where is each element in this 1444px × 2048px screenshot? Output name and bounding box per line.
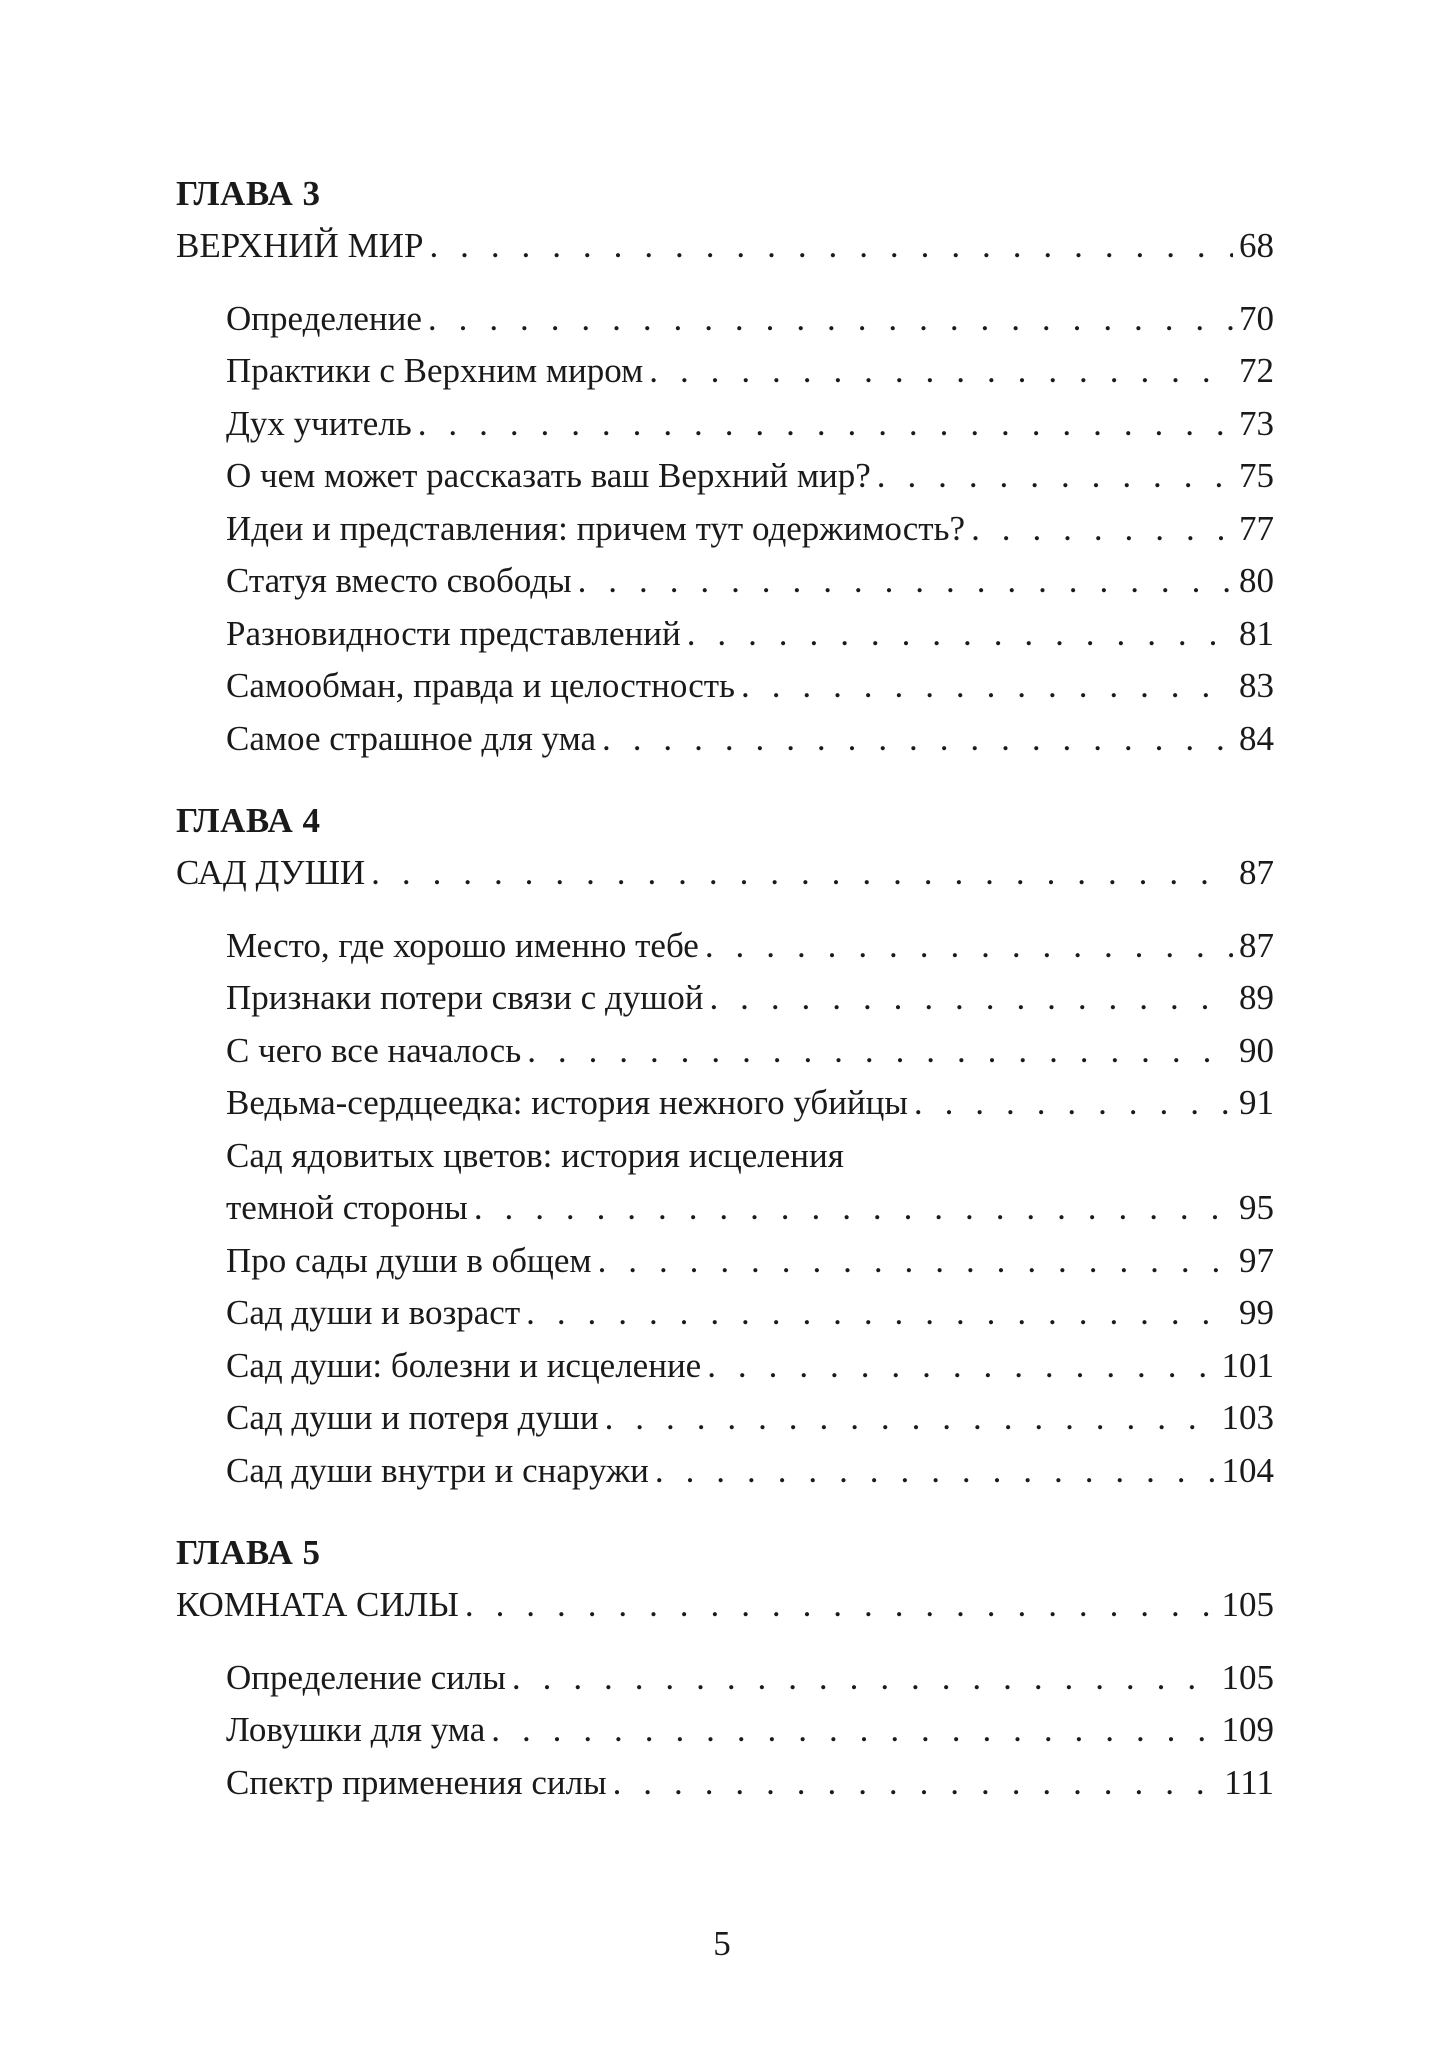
dot-leader — [512, 1652, 1216, 1705]
page-ref: 90 — [1239, 1030, 1274, 1070]
toc-entry[interactable] — [176, 293, 1274, 346]
entry-title: Спектр применения силы — [226, 1762, 607, 1802]
entry-title: Самообман, правда и целостность — [226, 666, 735, 705]
dot-leader — [578, 555, 1233, 608]
chapter-title-line[interactable] — [176, 1579, 1274, 1632]
dot-leader — [613, 1757, 1219, 1810]
chapter-5 — [176, 1527, 1274, 1809]
chapter-title-line[interactable] — [176, 847, 1274, 900]
dot-leader — [598, 1235, 1233, 1288]
dot-leader — [428, 293, 1233, 346]
toc-entry[interactable] — [176, 345, 1274, 398]
entry-title: Самое страшное для ума — [226, 718, 597, 758]
dot-leader — [605, 1392, 1216, 1445]
toc-entry[interactable] — [176, 713, 1274, 766]
page-number: 5 — [713, 1924, 731, 1963]
entry-title: Ведьма-сердцеедка: история нежного убийцы — [226, 1083, 908, 1122]
chapter-label: ГЛАВА 4 — [176, 801, 321, 840]
dot-leader — [371, 847, 1233, 900]
toc-entry[interactable] — [176, 1025, 1274, 1078]
page-ref: 103 — [1221, 1398, 1274, 1437]
chapter-title-line[interactable] — [176, 220, 1274, 273]
toc-entry-continuation[interactable] — [176, 1182, 1274, 1235]
page-ref: 75 — [1239, 456, 1274, 495]
chapter-label: ГЛАВА 5 — [176, 1533, 321, 1572]
entry-title: Определение — [226, 298, 422, 338]
entry-title: Сад души внутри и снаружи — [226, 1450, 649, 1490]
page-ref: 72 — [1239, 351, 1274, 390]
dot-leader — [709, 972, 1233, 1025]
entry-title: О чем может рассказать ваш Верхний мир? — [226, 456, 871, 495]
toc-entry[interactable] — [176, 1077, 1274, 1130]
dot-leader — [914, 1077, 1233, 1130]
page-ref: 89 — [1239, 978, 1274, 1017]
dot-leader — [655, 1445, 1216, 1498]
table-of-contents — [176, 168, 1274, 1839]
entry-title: Определение силы — [226, 1657, 506, 1697]
entry-title: С чего все началось — [226, 1030, 522, 1070]
entry-title: Ловушки для ума — [226, 1710, 486, 1749]
page-ref: 99 — [1239, 1293, 1274, 1332]
toc-entry[interactable] — [176, 1287, 1274, 1340]
entry-title: Сад ядовитых цветов: история исцеления — [226, 1135, 844, 1175]
toc-entry[interactable] — [176, 1445, 1274, 1498]
toc-entry[interactable] — [176, 1235, 1274, 1288]
page-ref: 73 — [1239, 403, 1274, 443]
page-ref: 101 — [1221, 1345, 1274, 1385]
dot-leader — [705, 920, 1233, 973]
dot-leader — [707, 1340, 1215, 1393]
entry-title: Сад души и возраст — [226, 1293, 521, 1332]
dot-leader — [418, 398, 1233, 451]
toc-entry[interactable] — [176, 972, 1274, 1025]
page-ref: 105 — [1221, 1585, 1274, 1624]
toc-entry[interactable] — [176, 1392, 1274, 1445]
toc-entry[interactable] — [176, 555, 1274, 608]
entry-title: Практики с Верхним миром — [226, 351, 644, 390]
entry-title: Статуя вместо свободы — [226, 561, 572, 600]
page-ref: 111 — [1224, 1762, 1274, 1802]
page-ref: 77 — [1239, 508, 1274, 548]
page-ref: 95 — [1239, 1188, 1274, 1227]
dot-leader — [687, 608, 1233, 661]
page-ref: 104 — [1221, 1450, 1274, 1490]
page-ref: 84 — [1239, 718, 1274, 758]
toc-entry[interactable] — [176, 1704, 1274, 1757]
dot-leader — [971, 503, 1233, 556]
entry-title: Место, где хорошо именно тебе — [226, 925, 699, 965]
entry-title: Признаки потери связи с душой — [226, 978, 704, 1017]
page-ref: 105 — [1221, 1657, 1274, 1697]
entry-title: Разновидности представлений — [226, 613, 681, 653]
entry-title-continuation: темной стороны — [226, 1188, 468, 1227]
page-ref: 91 — [1239, 1083, 1274, 1122]
chapter-title: ВЕРХНИЙ МИР — [176, 226, 424, 265]
page-ref: 80 — [1239, 561, 1274, 600]
toc-entry[interactable] — [176, 1652, 1274, 1705]
toc-entry[interactable] — [176, 450, 1274, 503]
dot-leader — [429, 220, 1233, 273]
chapter-label: ГЛАВА 3 — [176, 174, 321, 213]
page-ref: 68 — [1239, 226, 1274, 265]
dot-leader — [649, 345, 1233, 398]
entry-title: Про сады души в общем — [226, 1240, 592, 1280]
toc-entry[interactable] — [176, 1340, 1274, 1393]
toc-entry-first-line[interactable] — [176, 1130, 1274, 1183]
toc-entry[interactable] — [176, 920, 1274, 973]
entry-title: Идеи и представления: причем тут одержимость? — [226, 508, 966, 548]
chapter-title: КОМНАТА СИЛЫ — [176, 1585, 459, 1624]
page-ref: 87 — [1239, 925, 1274, 965]
entry-title: Сад души: болезни и исцеление — [226, 1345, 702, 1385]
page-ref: 87 — [1239, 853, 1274, 892]
dot-leader — [491, 1704, 1215, 1757]
dot-leader — [465, 1579, 1216, 1632]
toc-entry[interactable] — [176, 503, 1274, 556]
toc-entry[interactable] — [176, 398, 1274, 451]
chapter-title: САД ДУШИ — [176, 853, 366, 892]
dot-leader — [741, 660, 1233, 713]
page-ref: 97 — [1239, 1240, 1274, 1280]
dot-leader — [877, 450, 1233, 503]
toc-entry[interactable] — [176, 660, 1274, 713]
toc-entry[interactable] — [176, 608, 1274, 661]
dot-leader — [527, 1025, 1233, 1078]
entry-title: Сад души и потеря души — [226, 1398, 599, 1437]
chapter-4 — [176, 795, 1274, 1497]
page-ref: 70 — [1239, 298, 1274, 338]
page-ref: 109 — [1221, 1710, 1274, 1749]
page-ref: 83 — [1239, 666, 1274, 705]
dot-leader — [474, 1182, 1233, 1235]
entry-title: Дух учитель — [226, 403, 412, 443]
dot-leader — [526, 1287, 1233, 1340]
toc-entry[interactable] — [176, 1757, 1274, 1810]
dot-leader — [602, 713, 1233, 766]
chapter-3 — [176, 168, 1274, 765]
page-ref: 81 — [1239, 613, 1274, 653]
